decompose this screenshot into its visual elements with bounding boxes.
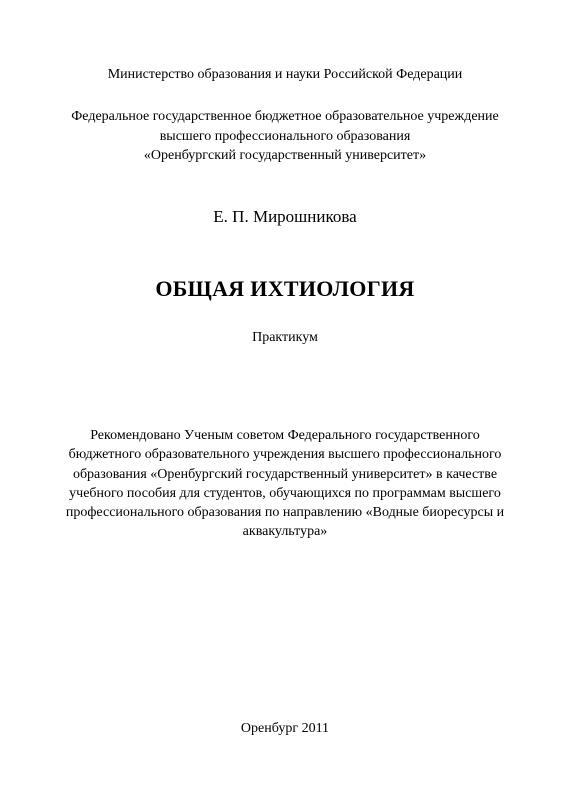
institution-line: высшего профессионального образования bbox=[159, 128, 411, 144]
institution-line: Федеральное государственное бюджетное образовательное учреждение bbox=[71, 109, 499, 124]
recommendation-line: образования «Оренбургский государственный университет» в качестве bbox=[72, 466, 498, 482]
recommendation-line: профессионального образования по направлению «Водные биоресурсы и bbox=[65, 505, 505, 521]
recommendation-line: Рекомендовано Ученым советом Федерального государственного bbox=[90, 428, 480, 443]
book-subtitle: Практикум bbox=[252, 330, 318, 345]
institution-line: «Оренбургский государственный университет» bbox=[143, 148, 427, 163]
recommendation-line: учебного пособия для студентов, обучающихся по программам высшего bbox=[69, 485, 501, 501]
recommendation-line: аквакультура» bbox=[242, 524, 328, 540]
author-name: Е. П. Мирошникова bbox=[213, 207, 357, 226]
recommendation-text bbox=[0, 426, 570, 542]
recommendation-line: бюджетного образовательного учреждения высшего профессионального bbox=[68, 447, 502, 463]
city-year: Оренбург 2011 bbox=[240, 721, 330, 736]
ministry-heading: Министерство образования и науки Российской Федерации bbox=[107, 67, 463, 82]
book-title: ОБЩАЯ ИХТИОЛОГИЯ bbox=[155, 276, 415, 301]
institution-name bbox=[0, 107, 570, 166]
